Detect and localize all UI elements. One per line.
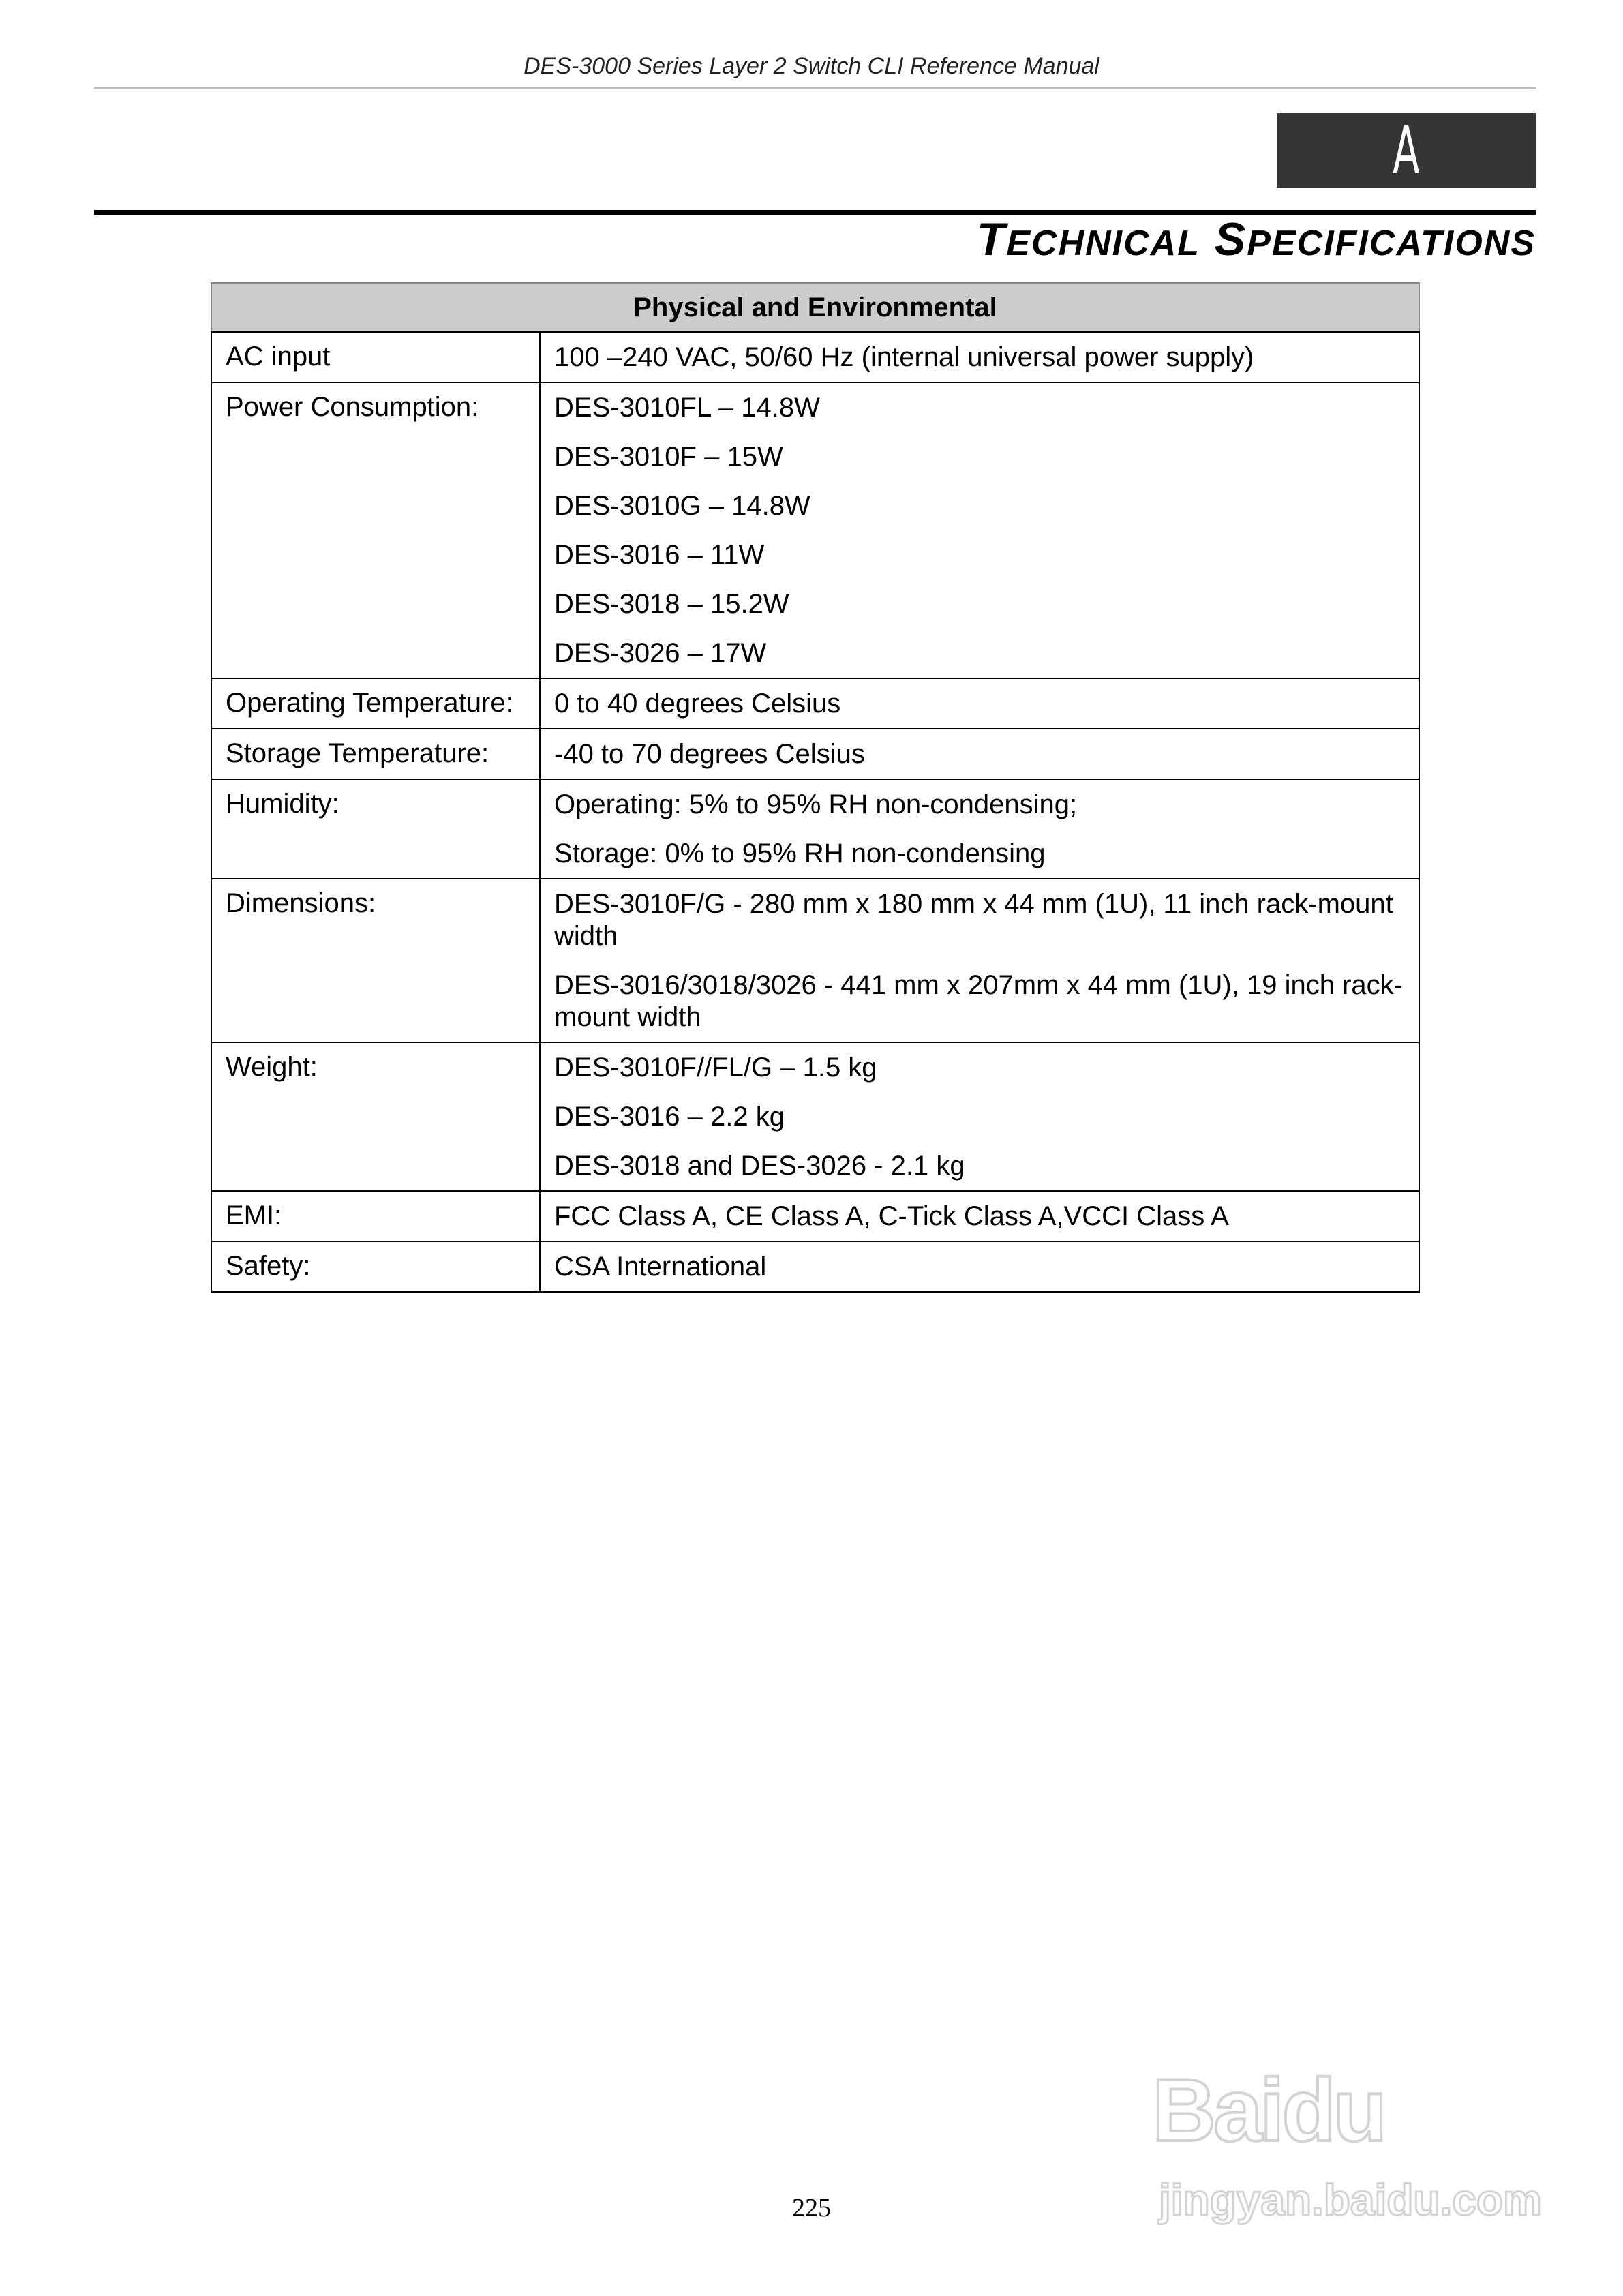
- spec-label: Safety:: [211, 1241, 540, 1292]
- spec-value-cell: [540, 332, 1419, 382]
- page-number: 225: [792, 2194, 831, 2222]
- table-heading: Physical and Environmental: [211, 283, 1419, 332]
- spec-value: DES-3010F – 15W: [554, 442, 783, 472]
- spec-label: Humidity:: [211, 779, 540, 879]
- spec-value: DES-3016 – 11W: [554, 540, 765, 570]
- spec-value: 0 to 40 degrees Celsius: [554, 689, 841, 719]
- title-rest: PECIFICATIONS: [1247, 224, 1536, 263]
- spec-label: Operating Temperature:: [211, 678, 540, 729]
- page-title: [977, 213, 1536, 266]
- spec-value: -40 to 70 degrees Celsius: [554, 739, 865, 769]
- table-row: [211, 678, 1419, 729]
- table-row: [211, 729, 1419, 779]
- spec-value: DES-3016/3018/3026 - 441 mm x 207mm x 44 mm (1U), 19 inch rack-mount width: [554, 970, 1403, 1032]
- spec-label: Weight:: [211, 1042, 540, 1191]
- title-cap: T: [976, 213, 1007, 265]
- spec-table: [211, 282, 1420, 1293]
- spec-label: EMI:: [211, 1191, 540, 1241]
- table-row: [211, 332, 1419, 382]
- spec-value-cell: [540, 729, 1419, 779]
- header-divider: [94, 87, 1536, 89]
- spec-value: DES-3010FL – 14.8W: [554, 393, 820, 423]
- spec-label: Dimensions:: [211, 879, 540, 1042]
- spec-value: DES-3010F/G - 280 mm x 180 mm x 44 mm (1U), 11 inch rack-mount width: [554, 889, 1393, 951]
- spec-value: DES-3010G – 14.8W: [554, 491, 810, 521]
- table-row: [211, 779, 1419, 879]
- spec-label: Power Consumption:: [211, 382, 540, 678]
- spec-value: FCC Class A, CE Class A, C-Tick Class A,VCCI Class A: [554, 1201, 1229, 1231]
- title-cap: S: [1214, 213, 1247, 265]
- spec-value: DES-3016 – 2.2 kg: [554, 1102, 785, 1132]
- spec-value-cell: [540, 1042, 1419, 1191]
- chapter-letter: A: [1393, 112, 1420, 189]
- spec-label: Storage Temperature:: [211, 729, 540, 779]
- spec-value: Operating: 5% to 95% RH non-condensing;: [554, 789, 1078, 819]
- spec-value-cell: [540, 879, 1419, 1042]
- title-rest: ECHNICAL: [1006, 224, 1201, 263]
- spec-value: DES-3018 and DES-3026 - 2.1 kg: [554, 1151, 965, 1181]
- spec-value-cell: [540, 1191, 1419, 1241]
- table-row: [211, 879, 1419, 1042]
- spec-value-cell: [540, 382, 1419, 678]
- chapter-badge: [1277, 113, 1536, 188]
- table-row: [211, 1241, 1419, 1292]
- watermark-url: jingyan.baidu.com: [1159, 2175, 1542, 2224]
- spec-label: AC input: [211, 332, 540, 382]
- spec-value: 100 –240 VAC, 50/60 Hz (internal universal power supply): [554, 342, 1254, 372]
- spec-value: DES-3026 – 17W: [554, 638, 767, 668]
- spec-value-cell: [540, 678, 1419, 729]
- spec-value: DES-3018 – 15.2W: [554, 589, 789, 619]
- spec-value: DES-3010F//FL/G – 1.5 kg: [554, 1053, 877, 1083]
- spec-value: CSA International: [554, 1252, 767, 1282]
- spec-value-cell: [540, 779, 1419, 879]
- baidu-logo: Baidu: [1152, 2060, 1385, 2160]
- table-row: [211, 1191, 1419, 1241]
- table-row: [211, 382, 1419, 678]
- table-row: [211, 1042, 1419, 1191]
- running-header: DES-3000 Series Layer 2 Switch CLI Reference Manual: [524, 53, 1099, 79]
- spec-value-cell: [540, 1241, 1419, 1292]
- watermark-logo: [1152, 2059, 1542, 2224]
- spec-value: Storage: 0% to 95% RH non-condensing: [554, 839, 1046, 868]
